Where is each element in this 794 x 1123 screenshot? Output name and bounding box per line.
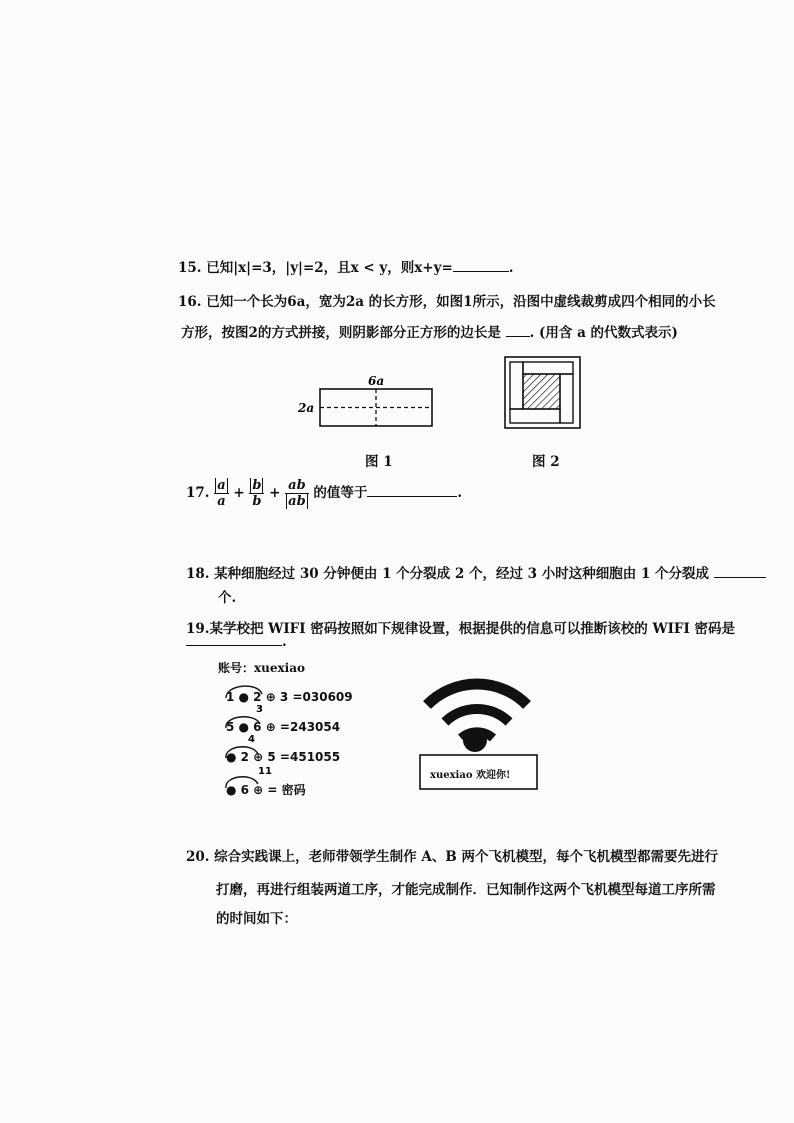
q20-text-line3: 的时间如下：	[216, 911, 297, 927]
q20-line3	[216, 907, 297, 927]
q19-rule-2: 5 ● 6 ⊕ =243054	[226, 720, 341, 734]
figure2-shaded-square	[523, 374, 560, 409]
figure2-bottom-strip	[510, 409, 560, 423]
q18-text-line2: 个.	[218, 590, 237, 606]
q16-number: 16.	[178, 294, 202, 310]
q15-text: 已知|x|=3，|y|=2，且x < y，则x+y=	[206, 260, 453, 276]
wifi-sign-text: xuexiao 欢迎你!	[430, 770, 511, 781]
q16-text-line1: 已知一个长为6a，宽为2a 的长方形，如图1所示，沿图中虚线裁剪成四个相同的小长	[206, 294, 716, 310]
q18-text-line1: 18. 某种细胞经过 30 分钟便由 1 个分裂成 2 个，经过 3 小时这种细胞由 1 个分裂成	[186, 566, 710, 582]
q19-rule-4: ● 6 ⊕ = 密码	[226, 783, 306, 797]
figure1-left-label: 2a	[298, 401, 315, 415]
figure1-top-label: 6a	[368, 374, 385, 388]
q18-line1	[186, 562, 766, 582]
q16-text-line2a: 方形，按图2的方式拼接，则阴影部分正方形的边长是	[181, 325, 501, 341]
figure1-caption: 图 1	[365, 454, 393, 470]
q17-fraction-ab	[285, 478, 309, 509]
q17-frac-b-numerator: b	[252, 478, 262, 493]
q16-text-line2b: . (用含 a 的代数式表示)	[529, 325, 678, 341]
q19-text-line1: 19.某学校把 WIFI 密码按照如下规律设置，根据提供的信息可以推断该校的 WIFI 密码是	[186, 621, 736, 637]
q17-fraction-a	[214, 478, 228, 509]
q20-text-line2: 打磨，再进行组装两道工序，才能完成制作．已知制作这两个飞机模型每道工序所需	[216, 882, 716, 898]
figure2-left-strip	[510, 362, 523, 409]
q19-account: 账号：xuexiao	[218, 661, 306, 675]
q16-line2	[181, 321, 678, 341]
q17-frac-a-numerator: a	[217, 478, 226, 493]
q15-end: .	[508, 260, 514, 276]
figure2-square-diagram	[503, 355, 583, 430]
q15-answer-blank[interactable]	[453, 271, 509, 272]
q20-line1	[186, 845, 718, 865]
q19-rule-1: 1 ● 2 ⊕ 3 =030609	[226, 690, 353, 704]
q15-number: 15.	[178, 260, 202, 276]
q19-answer-blank[interactable]	[186, 645, 282, 646]
q17-number: 17.	[186, 485, 210, 501]
q17-frac-ab-denominator: ab	[288, 494, 306, 509]
q16-line1	[178, 290, 716, 310]
q19-note-2: 4	[248, 734, 255, 745]
figure2-top-strip	[523, 362, 573, 374]
q17-plus-1: +	[233, 485, 245, 501]
q17-plus-2: +	[269, 485, 281, 501]
q19-line2: .	[186, 634, 287, 650]
q19-note-3: 11	[258, 766, 272, 777]
q18-answer-blank[interactable]	[714, 577, 766, 578]
figure2-right-strip	[560, 374, 573, 423]
q19-note-1: 3	[256, 704, 263, 715]
q17-line	[186, 478, 462, 509]
q17-suffix: 的值等于	[313, 485, 368, 501]
q20-line2	[216, 878, 716, 898]
q17-frac-b-denominator: b	[252, 494, 262, 509]
q17-frac-ab-numerator: ab	[285, 478, 309, 494]
q17-answer-blank[interactable]	[367, 496, 457, 497]
q17-frac-a-denominator: a	[217, 494, 226, 509]
figure2-caption: 图 2	[532, 454, 560, 470]
q18-line2	[218, 586, 236, 606]
q16-answer-blank[interactable]	[506, 336, 530, 337]
q15-line	[178, 256, 513, 276]
q17-end: .	[457, 485, 463, 501]
q20-text-line1: 20. 综合实践课上，老师带领学生制作 A、B 两个飞机模型，每个飞机模型都需要先进行	[186, 849, 718, 865]
q19-rule-3: ● 2 ⊕ 5 =451055	[226, 750, 341, 764]
q17-fraction-b	[249, 478, 264, 509]
figure1-rectangle-diagram	[290, 372, 450, 432]
